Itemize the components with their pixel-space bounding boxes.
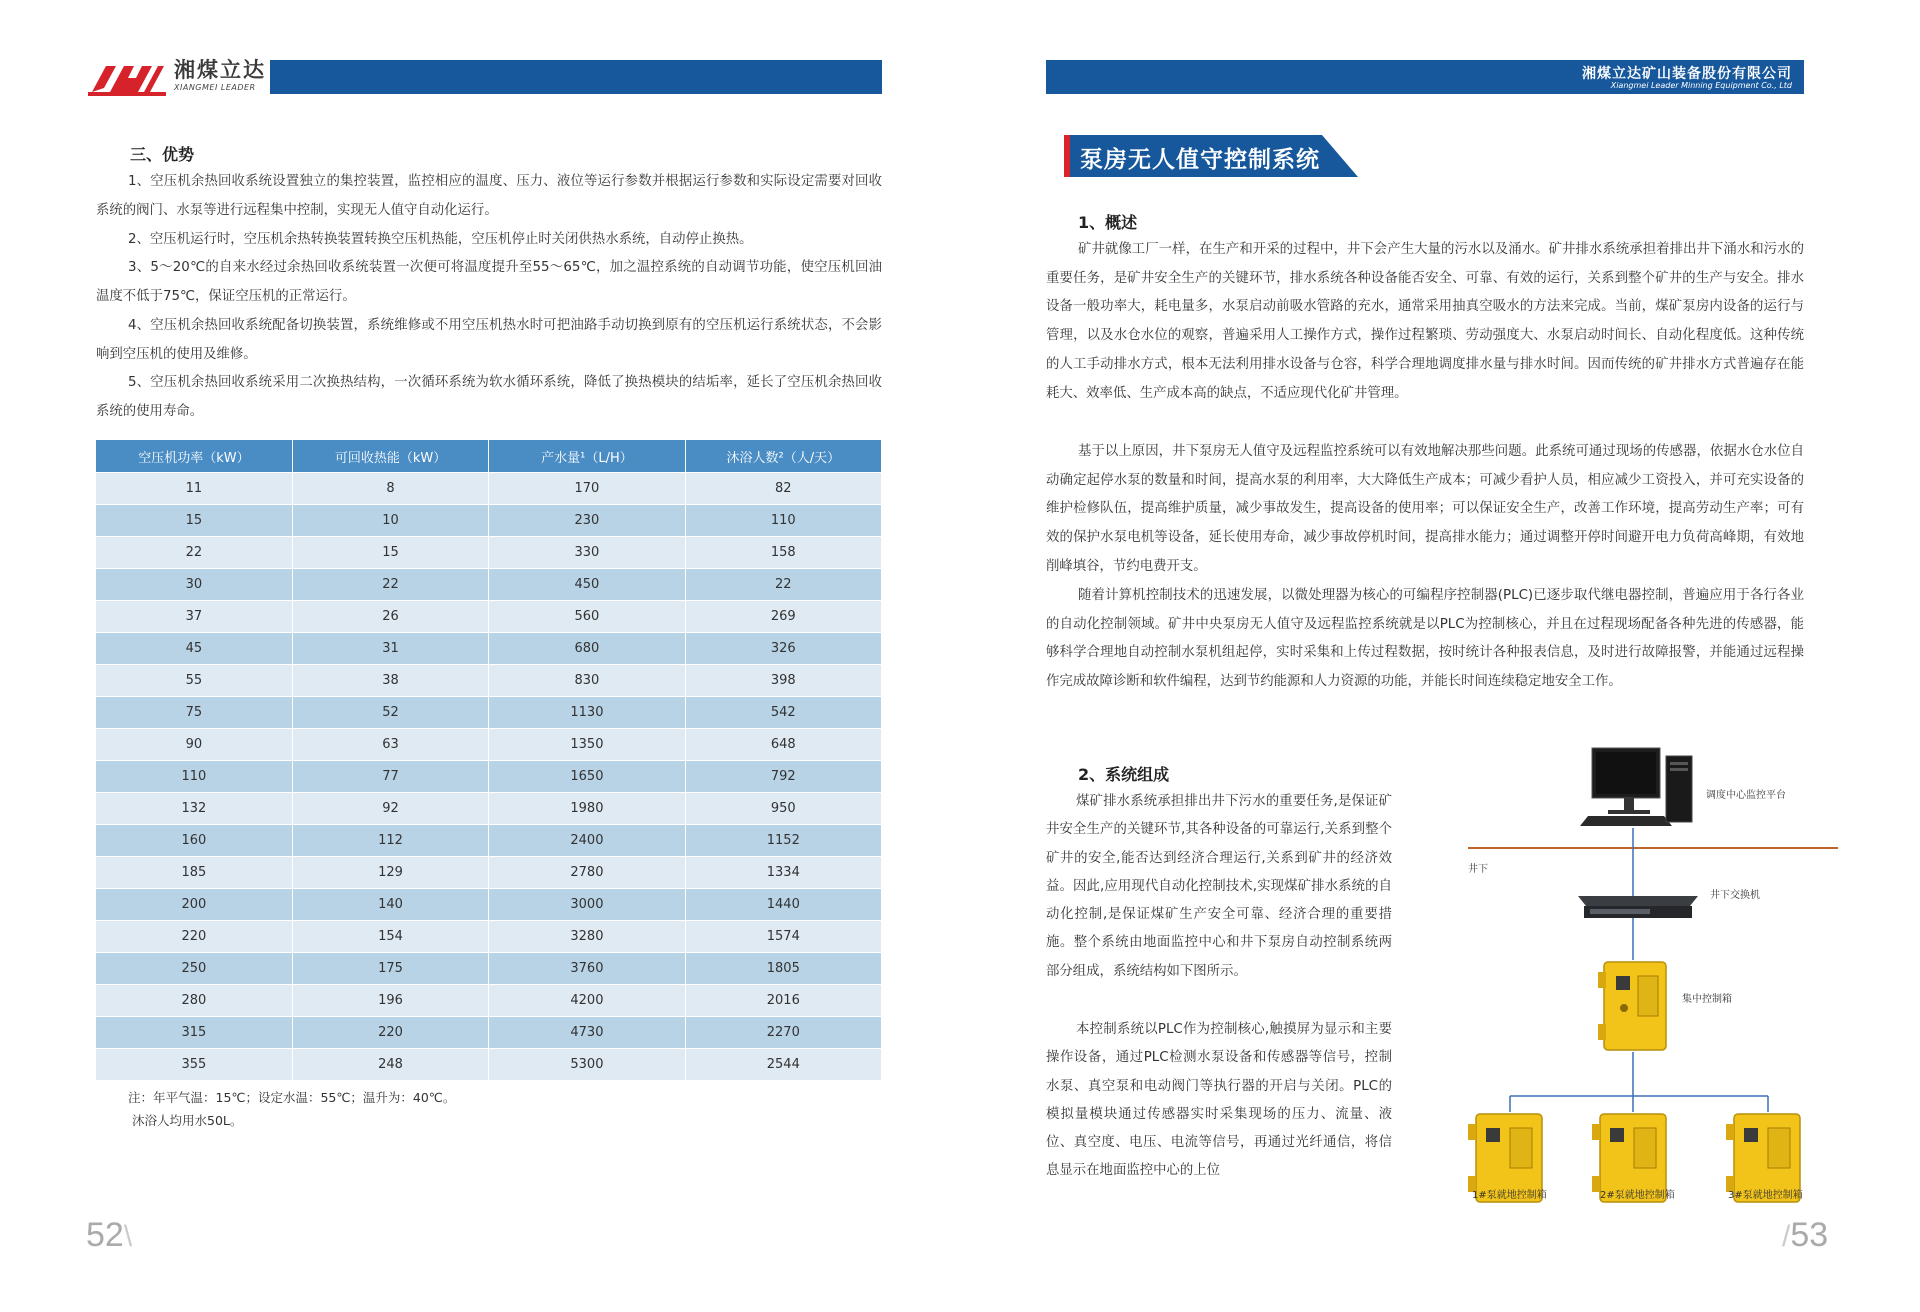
- table-cell: 15: [96, 505, 292, 537]
- table-cell: 950: [685, 793, 881, 825]
- table-cell: 1574: [685, 921, 881, 953]
- table-cell: 542: [685, 697, 881, 729]
- table-note-2: 沐浴人均用水50L。: [132, 1113, 243, 1128]
- table-cell: 30: [96, 569, 292, 601]
- heat-recovery-table: [96, 440, 882, 1080]
- table-cell: 110: [685, 505, 881, 537]
- computer-icon: [1580, 748, 1692, 826]
- advantage-paragraph-3: 3、5～20℃的自来水经过余热回收系统装置一次便可将温度提升至55～65℃，加之温控系统的自动调节功能，使空压机回油温度不低于75℃，保证空压机的正常运行。: [96, 260, 882, 304]
- table-cell: 196: [292, 985, 488, 1017]
- table-cell: 158: [685, 537, 881, 569]
- title-accent-bar: [1064, 135, 1070, 177]
- page-number-right: /53: [1782, 1216, 1829, 1254]
- label-pump2: 2#泵就地控制箱: [1600, 1190, 1675, 1201]
- table-cell: 1350: [489, 729, 685, 761]
- table-header: 沐浴人数²（人/天）: [685, 440, 881, 473]
- table-cell: 398: [685, 665, 881, 697]
- table-row: [96, 921, 882, 953]
- central-control-box-icon: [1598, 962, 1666, 1050]
- diagram-svg: [1428, 740, 1868, 1210]
- table-cell: 1152: [685, 825, 881, 857]
- table-row: [96, 537, 882, 569]
- table-cell: 22: [685, 569, 881, 601]
- table-cell: 185: [96, 857, 292, 889]
- table-row: [96, 793, 882, 825]
- header-band: [270, 60, 882, 94]
- table-cell: 75: [96, 697, 292, 729]
- label-switch: 井下交换机: [1710, 890, 1760, 901]
- table-cell: 2780: [489, 857, 685, 889]
- table-cell: 326: [685, 633, 881, 665]
- page-title: 泵房无人值守控制系统: [1080, 147, 1320, 173]
- table-row: [96, 1049, 882, 1081]
- table-cell: 250: [96, 953, 292, 985]
- table-row: [96, 473, 882, 505]
- advantage-paragraph-2: 2、空压机运行时，空压机余热转换装置转换空压机热能，空压机停止时关闭供热水系统，自动停止换热。: [128, 232, 753, 247]
- table-cell: 11: [96, 473, 292, 505]
- header-band-right: [1046, 60, 1804, 94]
- table-cell: 2400: [489, 825, 685, 857]
- table-cell: 63: [292, 729, 488, 761]
- table-cell: 220: [96, 921, 292, 953]
- table-cell: 1440: [685, 889, 881, 921]
- overview-paragraph-1: 矿井就像工厂一样，在生产和开采的过程中，井下会产生大量的污水以及涌水。矿井排水系统承担着排出井下涌水和污水的重要任务，是矿井安全生产的关键环节，排水系统各种设备能否安全、可靠、有效的运行，关系到整个矿井的生产与安全。排水设备一般功率大，耗电量多，水泵启动前吸水管路的充水，通常采用抽真空吸水的方法来完成。当前，煤矿泵房内设备的运行与管理，以及水仓水位的观察，普遍采用人工操作方式，操作过程繁琐、劳动强度大、水泵启动时间长、自动化程度低。这种传统的人工手动排水方式，根本无法利用排水设备与仓容，科学合理地调度排水量与排水时间。因而传统的矿井排水方式普遍存在能耗大、效率低、生产成本高的缺点，不适应现代化矿井管理。: [1046, 242, 1804, 401]
- table-cell: 230: [489, 505, 685, 537]
- table-row: [96, 953, 882, 985]
- table-cell: 92: [292, 793, 488, 825]
- logo-cn: 湘煤立达: [174, 58, 266, 82]
- table-cell: 1980: [489, 793, 685, 825]
- table-cell: 8: [292, 473, 488, 505]
- table-cell: 1130: [489, 697, 685, 729]
- table-note-1: 注：年平气温：15℃；设定水温：55℃；温升为：40℃。: [128, 1090, 456, 1105]
- table-row: [96, 985, 882, 1017]
- table-row: [96, 601, 882, 633]
- label-central-box: 集中控制箱: [1682, 994, 1732, 1005]
- table-row: [96, 1017, 882, 1049]
- table-cell: 52: [292, 697, 488, 729]
- table-cell: 22: [292, 569, 488, 601]
- table-cell: 355: [96, 1049, 292, 1081]
- table-header-row: [96, 440, 882, 473]
- table-header: 产水量¹（L/H）: [489, 440, 685, 473]
- table-cell: 1650: [489, 761, 685, 793]
- table-cell: 112: [292, 825, 488, 857]
- page-number-left-text: 52: [86, 1216, 124, 1254]
- table-cell: 200: [96, 889, 292, 921]
- table-cell: 3280: [489, 921, 685, 953]
- table-row: [96, 665, 882, 697]
- table-cell: 450: [489, 569, 685, 601]
- table-row: [96, 505, 882, 537]
- table-cell: 77: [292, 761, 488, 793]
- overview-paragraph-3: 随着计算机控制技术的迅速发展，以微处理器为核心的可编程序控制器(PLC)已逐步取代继电器控制，普遍应用于各行各业的自动化控制领域。矿井中央泵房无人值守及远程监控系统就是以PLC为控制核心，并且在过程现场配备各种先进的传感器，能够科学合理地自动控制水泵机组起停，实时采集和上传过程数据，按时统计各种报表信息，及时进行故障报警，并能通过远程操作完成故障诊断和软件编程，达到节约能源和人力资源的功能，并能长时间连续稳定地安全工作。: [1046, 588, 1804, 690]
- table-cell: 2270: [685, 1017, 881, 1049]
- advantage-paragraph-4: 4、空压机余热回收系统配备切换装置，系统维修或不用空压机热水时可把油路手动切换到原有的空压机运行系统状态，不会影响到空压机的使用及维修。: [96, 318, 882, 362]
- table-cell: 129: [292, 857, 488, 889]
- table-cell: 82: [685, 473, 881, 505]
- table-cell: 280: [96, 985, 292, 1017]
- table-cell: 10: [292, 505, 488, 537]
- table-cell: 269: [685, 601, 881, 633]
- table-cell: 90: [96, 729, 292, 761]
- page-number-left: 52\: [86, 1216, 133, 1254]
- table-row: [96, 761, 882, 793]
- section-title-system: 2、系统组成: [1078, 765, 1170, 784]
- table-row: [96, 825, 882, 857]
- table-cell: 37: [96, 601, 292, 633]
- system-structure-diagram: [1428, 740, 1868, 1210]
- page-number-right-text: 53: [1790, 1216, 1829, 1254]
- table-cell: 26: [292, 601, 488, 633]
- table-cell: 175: [292, 953, 488, 985]
- system-paragraph-1: 煤矿排水系统承担排出井下污水的重要任务,是保证矿井安全生产的关键环节,其各种设备的可靠运行,关系到整个矿井的安全,能否达到经济合理运行,关系到矿井的经济效益。因此,应用现代自动化控制技术,实现煤矿排水系统的自动化控制,是保证煤矿生产安全可靠、经济合理的重要措施。整个系统由地面监控中心和井下泵房自动控制系统两部分组成，系统结构如下图所示。: [1046, 794, 1392, 979]
- table-cell: 38: [292, 665, 488, 697]
- network-switch-icon: [1578, 896, 1698, 918]
- company-name-en: Xiangmei Leader Minning Equipment Co., Ltd: [1610, 81, 1792, 90]
- table-cell: 4730: [489, 1017, 685, 1049]
- table-row: [96, 889, 882, 921]
- table-cell: 170: [489, 473, 685, 505]
- table-cell: 5300: [489, 1049, 685, 1081]
- logo-text: [174, 58, 266, 98]
- table-cell: 330: [489, 537, 685, 569]
- table-cell: 45: [96, 633, 292, 665]
- label-pump3: 3#泵就地控制箱: [1728, 1190, 1803, 1201]
- table-cell: 154: [292, 921, 488, 953]
- advantage-paragraph-1: 1、空压机余热回收系统设置独立的集控装置，监控相应的温度、压力、液位等运行参数并根据运行参数和实际设定需要对回收系统的阀门、水泵等进行远程集中控制，实现无人值守自动化运行。: [96, 174, 882, 218]
- table-row: [96, 857, 882, 889]
- table-cell: 110: [96, 761, 292, 793]
- table-cell: 3000: [489, 889, 685, 921]
- company-name-cn: 湘煤立达矿山装备股份有限公司: [1582, 66, 1792, 82]
- table-cell: 648: [685, 729, 881, 761]
- table-row: [96, 729, 882, 761]
- table-cell: 140: [292, 889, 488, 921]
- table-row: [96, 633, 882, 665]
- label-monitor-platform: 调度中心监控平台: [1706, 790, 1786, 801]
- table-cell: 55: [96, 665, 292, 697]
- section-title-advantages: 三、优势: [130, 145, 195, 164]
- table-header: 空压机功率（kW）: [96, 440, 292, 473]
- table-cell: 15: [292, 537, 488, 569]
- table-row: [96, 569, 882, 601]
- table-cell: 680: [489, 633, 685, 665]
- table-cell: 560: [489, 601, 685, 633]
- overview-paragraph-2: 基于以上原因，井下泵房无人值守及远程监控系统可以有效地解决那些问题。此系统可通过现场的传感器，依据水仓水位自动确定起停水泵的数量和时间，提高水泵的利用率，大大降低生产成本；可减少看护人员，相应减少工资投入，并可充实设备的维护检修队伍，提高维护质量，减少事故发生，提高设备的使用率；可以保证安全生产，改善工作环境，提高劳动生产率；可有效的保护水泵电机等设备，延长使用寿命，减少事故停机时间，提高排水能力；通过调整开停时间避开电力负荷高峰期，有效地削峰填谷，节约电费开支。: [1046, 444, 1804, 574]
- table-header: 可回收热能（kW）: [292, 440, 488, 473]
- table-cell: 248: [292, 1049, 488, 1081]
- table-cell: 160: [96, 825, 292, 857]
- page-title-block: [1064, 135, 1364, 177]
- label-pump1: 1#泵就地控制箱: [1472, 1190, 1547, 1201]
- table-cell: 1805: [685, 953, 881, 985]
- table-row: [96, 697, 882, 729]
- table-cell: 792: [685, 761, 881, 793]
- logo-en: XIANGMEI LEADER: [174, 83, 256, 92]
- label-underground: 井下: [1468, 864, 1488, 875]
- system-paragraph-2: 本控制系统以PLC作为控制核心,触摸屏为显示和主要操作设备，通过PLC检测水泵设备和传感器等信号，控制水泵、真空泵和电动阀门等执行器的开启与关闭。PLC的模拟量模块通过传感器实时采集现场的压力、流量、液位、真空度、电压、电流等信号，再通过光纤通信，将信息显示在地面监控中心的上位: [1046, 1022, 1392, 1179]
- table-cell: 132: [96, 793, 292, 825]
- section-title-overview: 1、概述: [1078, 213, 1138, 232]
- table-cell: 315: [96, 1017, 292, 1049]
- table-cell: 2544: [685, 1049, 881, 1081]
- company-logo-icon: [88, 58, 166, 98]
- table-cell: 3760: [489, 953, 685, 985]
- table-cell: 2016: [685, 985, 881, 1017]
- advantage-paragraph-5: 5、空压机余热回收系统采用二次换热结构，一次循环系统为软水循环系统，降低了换热模块的结垢率，延长了空压机余热回收系统的使用寿命。: [96, 375, 882, 419]
- table-cell: 830: [489, 665, 685, 697]
- table-cell: 31: [292, 633, 488, 665]
- table-cell: 22: [96, 537, 292, 569]
- table-cell: 4200: [489, 985, 685, 1017]
- table-cell: 1334: [685, 857, 881, 889]
- table-cell: 220: [292, 1017, 488, 1049]
